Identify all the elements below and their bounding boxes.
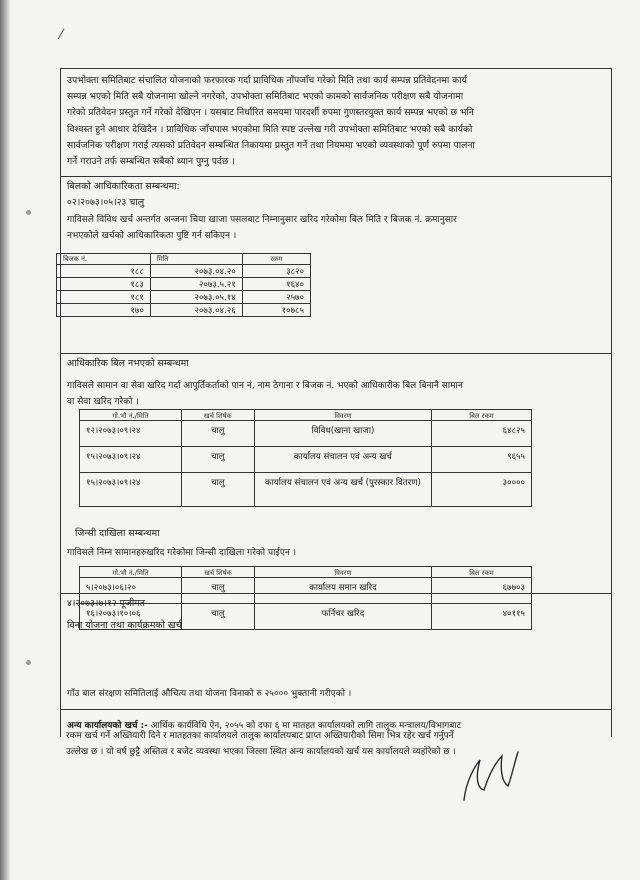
column-header: बिल रकम bbox=[431, 567, 531, 578]
table-cell: २५७० bbox=[242, 291, 310, 304]
table-cell: ६४८२५ bbox=[431, 421, 531, 447]
column-header: बिजक नं. bbox=[57, 254, 151, 265]
column-header: खर्च शिर्षक bbox=[181, 567, 254, 578]
table-cell: २०७३.५.२१ bbox=[150, 278, 242, 291]
table-cell: १८३ bbox=[57, 278, 151, 291]
column-header: मिति bbox=[150, 254, 242, 265]
pen-mark bbox=[58, 29, 72, 44]
table-cell: १६।२०७३।१०।०६ bbox=[80, 604, 182, 630]
voucher-ref: ४।२०७३।७।१२ पूजीगत bbox=[67, 598, 145, 609]
bill-number-table bbox=[56, 253, 311, 317]
paragraph-line: रकम खर्च गर्ने अख्तियारी दिने र मातहतका कार्यालयले तालुक कार्यालयबाट प्राप्त अख्तियारीको सिमा भित्र रहेर खर्च गर्नुपर्ने bbox=[66, 731, 454, 741]
binding-shadow bbox=[0, 0, 10, 880]
table-cell: १७० bbox=[57, 304, 151, 317]
no-bill-table bbox=[79, 409, 532, 507]
paragraph-line: आर्थिक कार्यविधि ऐन, २०५५ को दफा ६ मा मातहत कार्यालयको लागि तालुक मन्त्रालय/विभागबाट bbox=[147, 721, 462, 731]
table-cell: १५।२०७३।०९।२४ bbox=[80, 447, 182, 473]
table-row bbox=[57, 278, 311, 291]
section-label: अन्य कार्यालयको खर्च :- bbox=[67, 721, 148, 731]
table-cell: २०७३.०४.२० bbox=[150, 265, 242, 278]
table-cell: फर्निचर खरिद bbox=[254, 604, 431, 630]
table-cell: चालु bbox=[181, 447, 254, 473]
table-cell: चालु bbox=[181, 421, 254, 447]
table-row bbox=[80, 473, 532, 507]
intro-line: उपभोक्ता समितिबाट संचालित योजनाको फरफारक गर्दा प्राविधिक नाँपजाँच गरेको मिति तथा कार्य सम्पन्न प्रतिवेदनमा कार्य bbox=[67, 75, 467, 86]
table-cell: ३०००० bbox=[431, 473, 531, 507]
intro-line: गरेको प्रतिवेदन प्रस्तुत गर्ने गरेको देखिएन । यसबाट निर्धारित समयमा पारदर्शी रुपमा गुणस्तरयुक्त कार्य सम्पन्न भएको छ भनि bbox=[67, 107, 474, 119]
table-cell: १२।२०७३।०९।२४ bbox=[80, 421, 182, 447]
table-cell: चालु bbox=[181, 473, 254, 507]
table-cell: ४०११५ bbox=[431, 604, 531, 630]
table-cell: कार्यालय संचालन एवं अन्य खर्च bbox=[254, 447, 431, 473]
section-heading: जिन्सी दाखिला सम्बन्धमा bbox=[75, 528, 160, 539]
paragraph-line: नभएकोले खर्चको आधिकारिकता पुष्टि गर्न सकिएन । bbox=[67, 231, 237, 241]
column-header: गो.भौ नं./मिति bbox=[80, 567, 182, 578]
paragraph-line: गाविसले निम्न सामानहरुखरिद गरेकोमा जिन्सी दाखिला गरेको पाईएन । bbox=[67, 548, 297, 558]
column-header: विवरण bbox=[254, 410, 431, 421]
intro-paragraph bbox=[61, 69, 611, 177]
punch-hole bbox=[26, 210, 31, 215]
table-row bbox=[57, 265, 311, 278]
handwritten-signature bbox=[456, 742, 526, 812]
intro-line: सार्वजनिक परीक्षण गराई त्यसको प्रतिवेदन सम्बन्धित निकायमा प्रस्तुत गर्ने तथा नियममा भएको व्यवस्थाको पूर्ण रुपमा पालना bbox=[67, 139, 475, 151]
table-cell: २०७३.०५.१४ bbox=[150, 291, 242, 304]
paragraph-line: गाविसले सामान वा सेवा खरिद गर्दा आपुर्तिकर्ताको पान नं, नाम ठेगाना र बिजक नं. भएको आधिकारीक बिल बिनानै सामान bbox=[67, 381, 463, 391]
table-row bbox=[57, 304, 311, 317]
intro-line: विश्वस्त हुने आधार देखिदैन । प्राविधिक जाँचपास भएकोमा मिति स्पष्ट उल्लेख गरी उपभोक्ता समितिबाट भएको सबै कार्यको bbox=[67, 123, 473, 135]
table-cell: चालु bbox=[181, 578, 254, 604]
audit-document bbox=[60, 68, 612, 737]
table-cell: कार्यालय समान खरिद bbox=[254, 578, 431, 604]
table-row bbox=[80, 421, 532, 447]
table-cell: विविध(खाना खाजा) bbox=[254, 421, 431, 447]
table-cell: १८८ bbox=[57, 265, 151, 278]
section-heading: बिलको आधिकारिकता सम्बन्धमा: bbox=[67, 181, 180, 192]
voucher-ref: ०२।२०७३।०५।२३ चालु bbox=[67, 197, 145, 208]
paragraph-line: गाँउ बाल संरक्षण समितिलाई औचित्य तथा योजना विनाको रु २५००० भुक्तानी गरीएको । bbox=[67, 689, 352, 699]
table-cell: ३८२० bbox=[242, 265, 310, 278]
paragraph-line: गाविसले विविध खर्च अन्तर्गत अन्जना चिया खाजा पसलबाट निम्नानुसार खरिद गरेकोमा बिल मिति र बिजक नं. क्रमानुसार bbox=[67, 215, 457, 225]
table-cell: चालु bbox=[181, 604, 254, 630]
table-cell: १०७८५ bbox=[242, 304, 310, 317]
table-row bbox=[80, 447, 532, 473]
table-cell: ६७७०३ bbox=[431, 578, 531, 604]
table-cell: ५।२०७३।०६।२० bbox=[80, 578, 182, 604]
table-cell: १८१ bbox=[57, 291, 151, 304]
paragraph-line: उल्लेख छ । यो वर्ष छुट्टै अस्तित्व र बजेट व्यवस्था भएका जिल्ला स्थित अन्य कार्यालयको खर्च यस कार्यालयले व्यहोरेको छ । bbox=[66, 747, 456, 757]
punch-hole bbox=[26, 660, 31, 665]
section-heading: आधिकारिक बिल नभएको सम्बन्धमा bbox=[67, 358, 189, 369]
table-row bbox=[57, 291, 311, 304]
column-header: खर्च शिर्षक bbox=[181, 410, 254, 421]
intro-line: गर्ने गराउने तर्फ सम्बन्धित सबैको ध्यान पुग्नु पर्दछ । bbox=[67, 156, 235, 168]
intro-line: सम्पन्न भएको मिति सबै योजनामा खोल्ने नगरेको, उपभोक्ता समितिबाट भएको कामको सार्वजनिक परीक्षण सबै योजनामा bbox=[67, 91, 464, 103]
table-cell: २०७३.०४.२६ bbox=[150, 304, 242, 317]
column-header: बिल रकम bbox=[431, 410, 531, 421]
table-cell: कार्यालय संचालन एवं अन्य खर्च (पुरस्कार वितरण) bbox=[254, 473, 431, 507]
paragraph-line: वा सेवा खरिद गरेको । bbox=[67, 397, 139, 407]
table-cell: १६४० bbox=[242, 278, 310, 291]
table-cell: १५।२०७३।०९।२४ bbox=[80, 473, 182, 507]
section-heading: विना योजना तथा कार्यक्रमको खर्च bbox=[67, 620, 182, 631]
column-header: रकम bbox=[242, 254, 310, 265]
column-header: गो.भौ नं./मिति bbox=[80, 410, 182, 421]
table-cell: ९६५५ bbox=[431, 447, 531, 473]
bill-authority-section bbox=[61, 177, 611, 354]
column-header: विवरण bbox=[254, 567, 431, 578]
capital-section bbox=[61, 594, 611, 644]
